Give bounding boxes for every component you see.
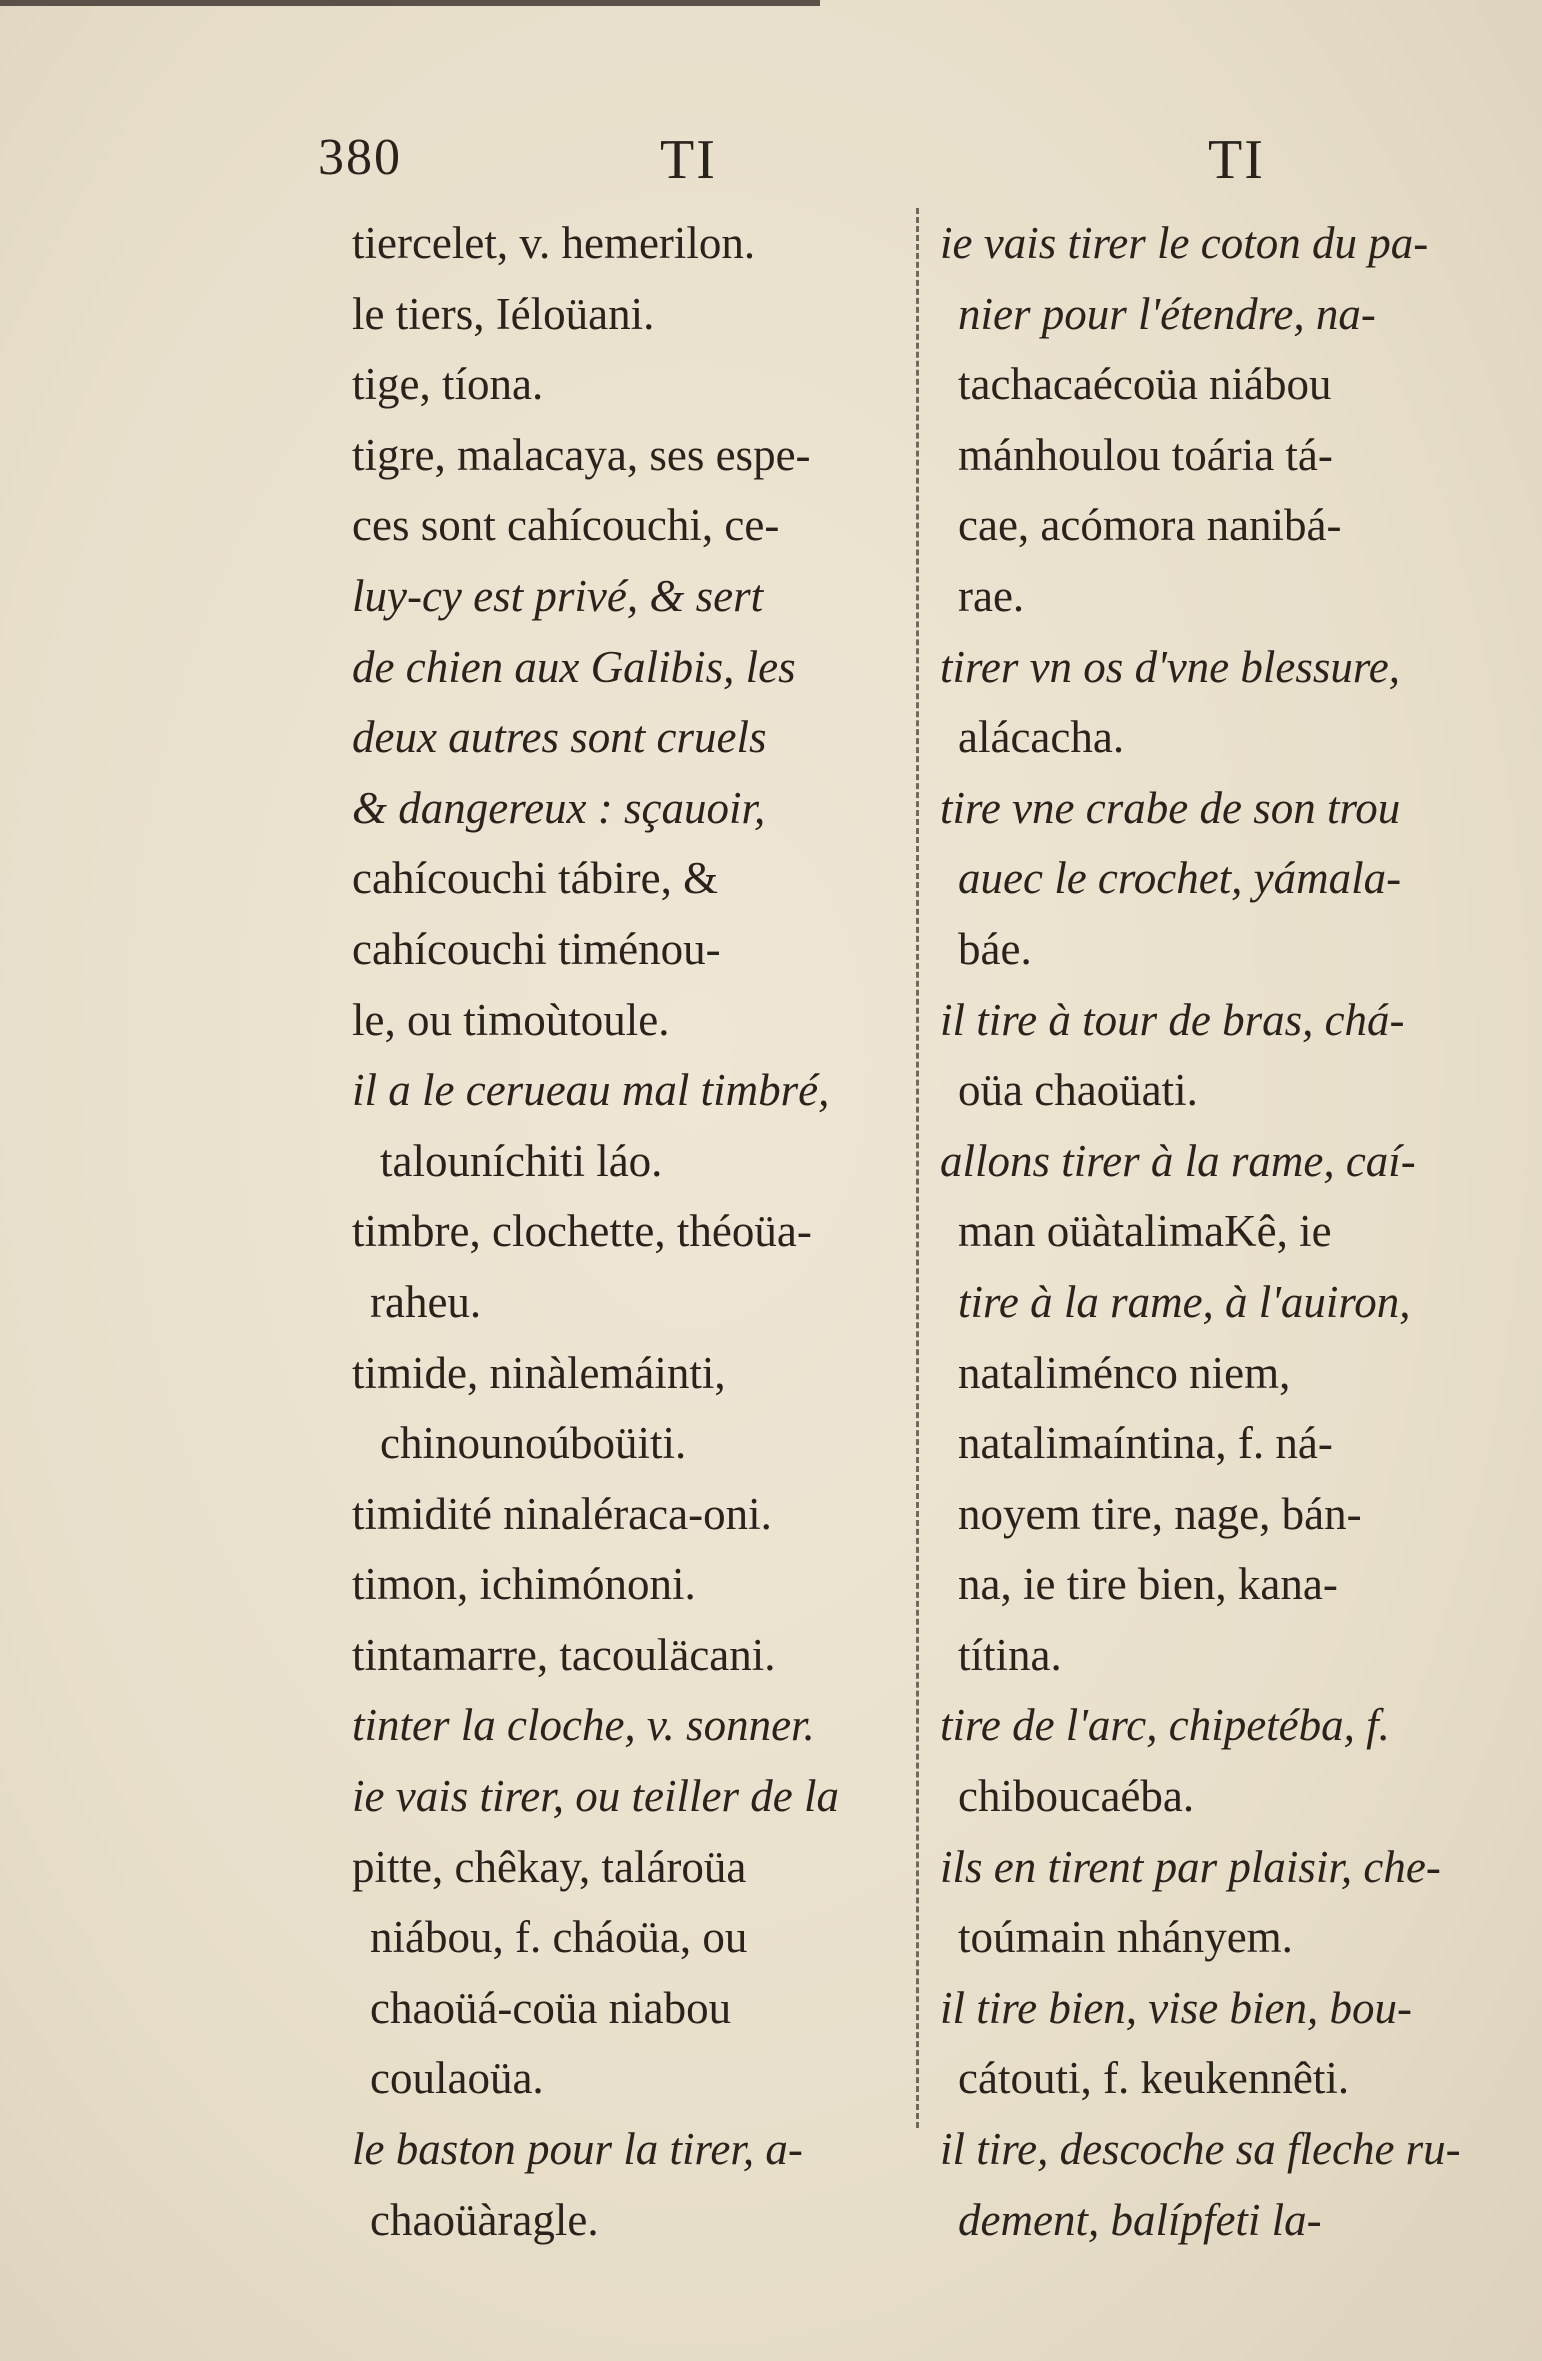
dictionary-line: chiboucaéba.	[958, 1771, 1195, 1822]
dictionary-line: man oüàtalimaKê, ie	[958, 1206, 1332, 1257]
dictionary-line: tige, tíona.	[352, 359, 544, 410]
dictionary-line: ie vais tirer le coton du pa-	[940, 218, 1429, 268]
dictionary-line: tire vne crabe de son trou	[940, 782, 1401, 833]
dictionary-line: pitte, chêkay, talároüa	[352, 1841, 747, 1892]
running-head-left: TI	[660, 129, 717, 191]
page-header	[0, 128, 1542, 208]
dictionary-line: tintamarre, tacouläcani.	[352, 1629, 776, 1680]
dictionary-line: tigre, malacaya, ses espe-	[352, 429, 811, 480]
dictionary-line: ils en tirent par plaisir, che-	[940, 1841, 1441, 1892]
dictionary-line: auec le crochet, yámala-	[958, 853, 1402, 904]
dictionary-line: nier pour l'étendre, na-	[958, 288, 1376, 339]
dictionary-line: timide, ninàlemáinti,	[352, 1347, 726, 1398]
dictionary-line: tire à la rame, à l'auiron,	[958, 1276, 1411, 1327]
dictionary-line: cátouti, f. keukennêti.	[958, 2053, 1350, 2104]
dictionary-line: talouníchiti láo.	[380, 1135, 663, 1186]
left-column	[352, 208, 912, 2255]
dictionary-line: oüa chaoüati.	[958, 1065, 1198, 1116]
dictionary-line: títina.	[958, 1629, 1062, 1680]
dictionary-line: timon, ichimónoni.	[352, 1559, 696, 1610]
dictionary-line: timidité ninaléraca-oni.	[352, 1488, 772, 1539]
dictionary-line: alácacha.	[958, 712, 1125, 763]
dictionary-line: báe.	[958, 923, 1032, 974]
dictionary-line: rae.	[958, 570, 1025, 621]
dictionary-line: ie vais tirer, ou teiller de la	[352, 1771, 840, 1822]
dictionary-line: le, ou timoùtoule.	[352, 994, 670, 1045]
dictionary-line: chaoüàragle.	[370, 2194, 599, 2245]
dictionary-line: na, ie tire bien, kana-	[958, 1559, 1338, 1610]
top-edge-rule	[0, 0, 820, 6]
dictionary-line: cahícouchi tábire, &	[352, 853, 719, 904]
dictionary-line: nataliménco niem,	[958, 1347, 1291, 1398]
dictionary-line: allons tirer à la rame, caí-	[940, 1135, 1416, 1186]
dictionary-line: ces sont cahícouchi, ce-	[352, 500, 780, 551]
dictionary-line: de chien aux Galibis, les	[352, 641, 796, 692]
dictionary-line: chaoüá-coüa niabou	[370, 1982, 732, 2033]
dictionary-line: il tire à tour de bras, chá-	[940, 994, 1405, 1045]
dictionary-line: luy-cy est privé, & sert	[352, 570, 764, 621]
right-column	[940, 208, 1530, 2255]
dictionary-line: toúmain nhányem.	[958, 1912, 1293, 1963]
dictionary-line: il tire, descoche sa fleche ru-	[940, 2124, 1461, 2175]
dictionary-line: dement, balípfeti la-	[958, 2194, 1322, 2245]
dictionary-line: il tire bien, vise bien, bou-	[940, 1982, 1412, 2033]
dictionary-line: cae, acómora nanibá-	[958, 500, 1342, 551]
page-number: 380	[318, 129, 402, 186]
dictionary-line: raheu.	[370, 1276, 482, 1327]
running-head-right: TI	[1208, 129, 1265, 191]
dictionary-line: tire de l'arc, chipetéba, f.	[940, 1700, 1390, 1751]
dictionary-line: chinounoúboüiti.	[380, 1418, 687, 1469]
dictionary-line: le baston pour la tirer, a-	[352, 2124, 803, 2175]
dictionary-line: tinter la cloche, v. sonner.	[352, 1700, 815, 1751]
dictionary-line: & dangereux : sçauoir,	[352, 782, 766, 833]
dictionary-line: tiercelet, v. hemerilon.	[352, 218, 756, 268]
dictionary-line: natalimaíntina, f. ná-	[958, 1418, 1333, 1469]
dictionary-line: niábou, f. cháoüa, ou	[370, 1912, 748, 1963]
dictionary-line: tirer vn os d'vne blessure,	[940, 641, 1400, 692]
dictionary-line: le tiers, Iéloüani.	[352, 288, 655, 339]
dictionary-line: cahícouchi timénou-	[352, 923, 721, 974]
dictionary-line: deux autres sont cruels	[352, 712, 767, 763]
dictionary-line: tachacaécoüa niábou	[958, 359, 1332, 410]
dictionary-line: timbre, clochette, théoüa-	[352, 1206, 812, 1257]
dictionary-line: mánhoulou toária tá-	[958, 429, 1333, 480]
column-divider	[916, 208, 919, 2128]
dictionary-line: coulaoüa.	[370, 2053, 544, 2104]
dictionary-line: noyem tire, nage, bán-	[958, 1488, 1362, 1539]
dictionary-line: il a le cerueau mal timbré,	[352, 1065, 830, 1116]
